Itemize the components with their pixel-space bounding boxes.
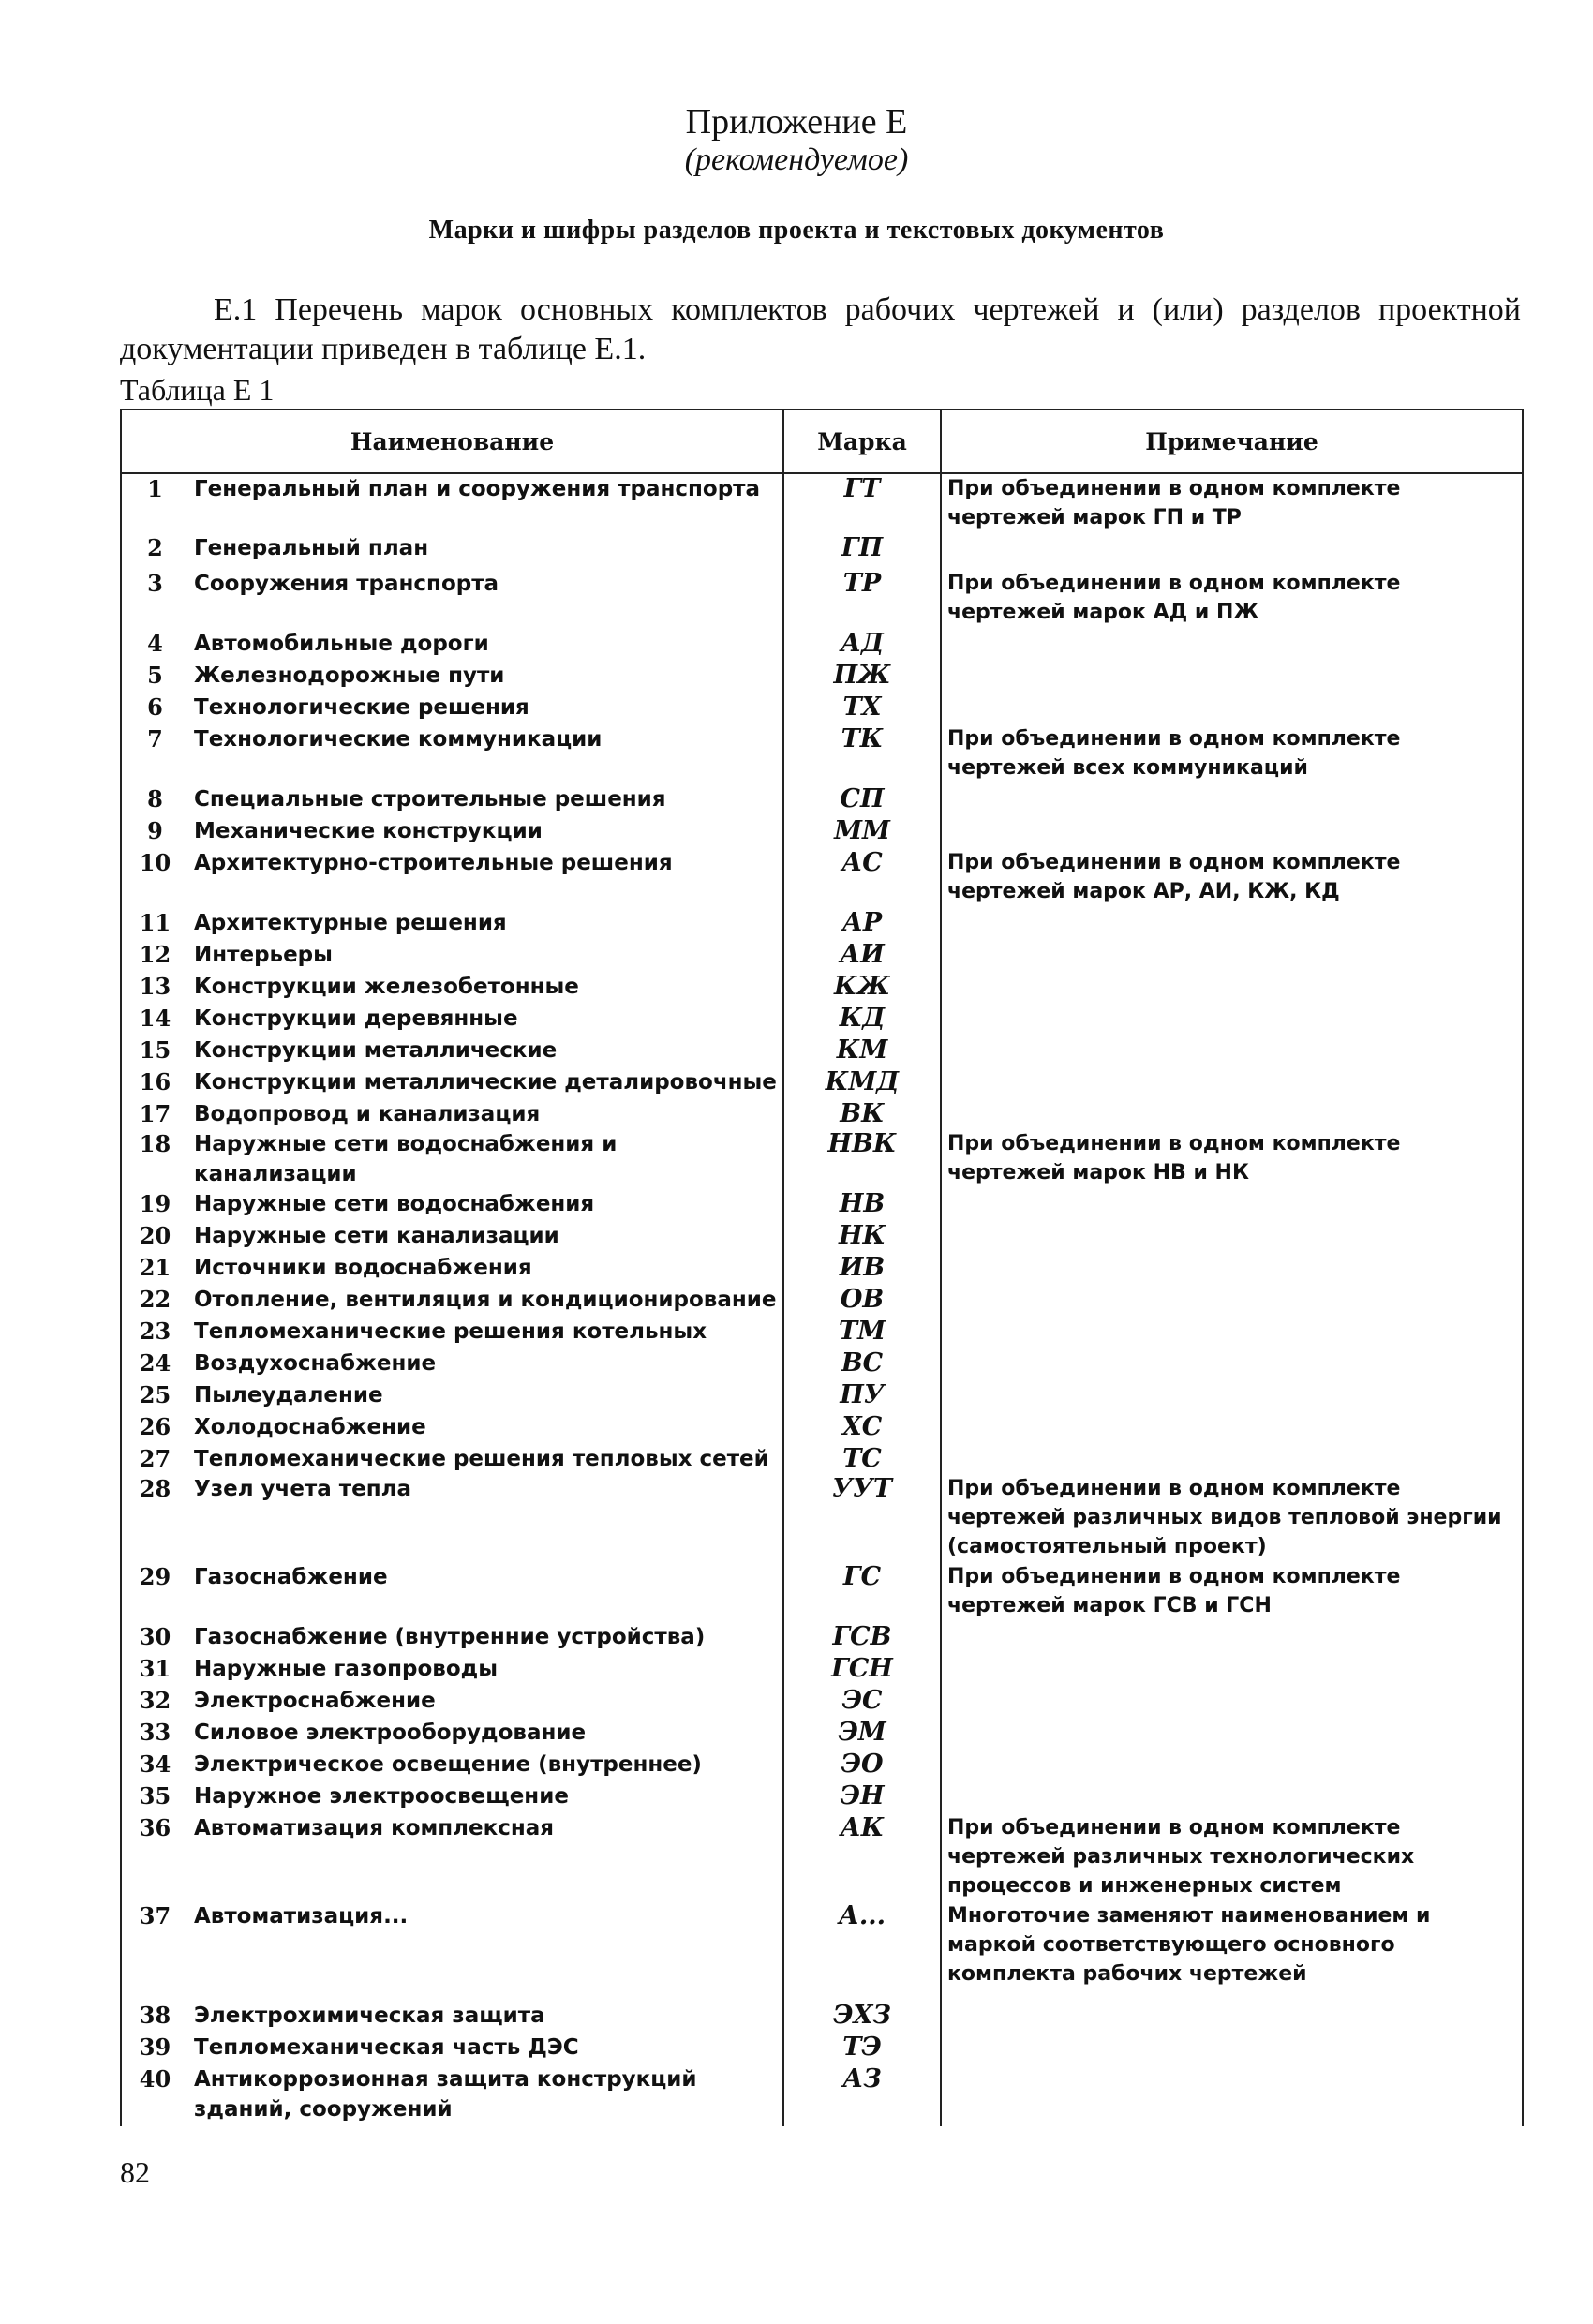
row-number: 17 [121,1099,188,1129]
row-number: 21 [121,1253,188,1285]
row-name: Технологические коммуникации [188,724,783,784]
table-row [121,473,1523,533]
row-note [941,784,1523,816]
row-mark: ХС [783,1412,941,1444]
row-note [941,1654,1523,1686]
table-row [121,1781,1523,1813]
row-note [941,1221,1523,1253]
row-number: 24 [121,1348,188,1380]
row-name: Генеральный план и сооружения транспорта [188,473,783,533]
row-note: При объединении в одном комплекте чертежей различных видов тепловой энергии (самостоятельный проект) [941,1474,1523,1562]
table-row [121,1348,1523,1380]
section-title: Марки и шифры разделов проекта и текстовых документов [428,216,1165,245]
row-mark: ГС [783,1562,941,1622]
row-note [941,972,1523,1004]
row-mark: АК [783,1813,941,1901]
row-mark: КМД [783,1067,941,1099]
row-note [941,1750,1523,1781]
row-number: 16 [121,1067,188,1099]
row-name: Наружные сети канализации [188,1221,783,1253]
row-mark: НВК [783,1129,941,1189]
row-name: Механические конструкции [188,816,783,848]
table-row [121,908,1523,940]
row-mark: ЭО [783,1750,941,1781]
row-number: 14 [121,1004,188,1035]
table-row [121,2033,1523,2064]
row-note [941,1781,1523,1813]
row-note [941,1686,1523,1718]
row-number: 4 [121,629,188,661]
row-mark: КЖ [783,972,941,1004]
row-note: При объединении в одном комплекте чертежей различных технологических процессов и инженерных систем [941,1813,1523,1901]
row-note [941,1285,1523,1317]
row-mark: ТР [783,569,941,629]
row-number: 37 [121,1901,188,2001]
intro-paragraph: Е.1 Перечень марок основных комплектов рабочих чертежей и (или) разделов проектной документации приведен в таблице Е.1. [120,292,1521,366]
table-row [121,1253,1523,1285]
row-note [941,1622,1523,1654]
table-row [121,533,1523,569]
row-name: Автомобильные дороги [188,629,783,661]
row-note: При объединении в одном комплекте чертежей всех коммуникаций [941,724,1523,784]
row-number: 18 [121,1129,188,1189]
table-row [121,629,1523,661]
row-mark: ВК [783,1099,941,1129]
row-mark: ТК [783,724,941,784]
table-row [121,2064,1523,2126]
row-note [941,1189,1523,1221]
row-name: Наружные сети водоснабжения [188,1189,783,1221]
row-name: Узел учета тепла [188,1474,783,1562]
row-mark: АС [783,848,941,908]
row-number: 34 [121,1750,188,1781]
table-row [121,1035,1523,1067]
table-row [121,1412,1523,1444]
row-mark: ГСВ [783,1622,941,1654]
row-note [941,2033,1523,2064]
table-header-row [121,410,1523,473]
appendix-subtitle: (рекомендуемое) [684,142,909,177]
row-number: 7 [121,724,188,784]
row-name: Холодоснабжение [188,1412,783,1444]
table-row [121,1444,1523,1474]
table-row [121,848,1523,908]
table-row [121,1317,1523,1348]
row-note [941,1348,1523,1380]
row-name: Электроснабжение [188,1686,783,1718]
row-number: 36 [121,1813,188,1901]
header-mark: Марка [783,410,941,473]
row-note [941,2001,1523,2033]
table-row [121,972,1523,1004]
row-note [941,1718,1523,1750]
row-number: 13 [121,972,188,1004]
row-name: Конструкции железобетонные [188,972,783,1004]
row-number: 20 [121,1221,188,1253]
row-note: При объединении в одном комплекте чертежей марок ГСВ и ГСН [941,1562,1523,1622]
row-note [941,1317,1523,1348]
row-mark: ГТ [783,473,941,533]
page-number: 82 [120,2155,150,2189]
row-mark: ОВ [783,1285,941,1317]
row-mark: АР [783,908,941,940]
table-row [121,1221,1523,1253]
table-caption: Таблица Е 1 [120,373,275,407]
row-mark: ММ [783,816,941,848]
row-name: Воздухоснабжение [188,1348,783,1380]
row-number: 31 [121,1654,188,1686]
row-number: 8 [121,784,188,816]
table-row [121,1750,1523,1781]
row-mark: ЭМ [783,1718,941,1750]
row-note: При объединении в одном комплекте чертежей марок НВ и НК [941,1129,1523,1189]
row-note [941,1444,1523,1474]
row-number: 19 [121,1189,188,1221]
table-row [121,1189,1523,1221]
row-note [941,661,1523,693]
row-name: Генеральный план [188,533,783,569]
row-name: Наружные газопроводы [188,1654,783,1686]
table-row [121,2001,1523,2033]
row-number: 38 [121,2001,188,2033]
table-row [121,1622,1523,1654]
row-number: 32 [121,1686,188,1718]
row-name: Архитектурно-строительные решения [188,848,783,908]
row-number: 33 [121,1718,188,1750]
row-mark: КМ [783,1035,941,1067]
row-number: 30 [121,1622,188,1654]
row-note [941,1004,1523,1035]
row-mark: ПЖ [783,661,941,693]
row-name: Газоснабжение (внутренние устройства) [188,1622,783,1654]
row-note [941,940,1523,972]
table-row [121,1718,1523,1750]
row-mark: ТЭ [783,2033,941,2064]
marks-table [120,409,1524,2126]
row-name: Конструкции металлические деталировочные [188,1067,783,1099]
table-row [121,784,1523,816]
row-mark: ТС [783,1444,941,1474]
row-name: Сооружения транспорта [188,569,783,629]
row-name: Источники водоснабжения [188,1253,783,1285]
row-name: Электрохимическая защита [188,2001,783,2033]
row-number: 28 [121,1474,188,1562]
row-number: 23 [121,1317,188,1348]
row-note [941,1099,1523,1129]
row-note: Многоточие заменяют наименованием и маркой соответствующего основного комплекта рабочих чертежей [941,1901,1523,2001]
row-note: При объединении в одном комплекте чертежей марок АД и ПЖ [941,569,1523,629]
table-row [121,1901,1523,2001]
row-name: Электрическое освещение (внутреннее) [188,1750,783,1781]
table-row [121,1067,1523,1099]
row-number: 26 [121,1412,188,1444]
row-note [941,2064,1523,2126]
header-note: Примечание [941,410,1523,473]
row-mark: НВ [783,1189,941,1221]
row-number: 6 [121,693,188,724]
row-mark: ВС [783,1348,941,1380]
row-name: Антикоррозионная защита конструкций зданий, сооружений [188,2064,783,2126]
table-row [121,940,1523,972]
table-row [121,693,1523,724]
row-mark: УУТ [783,1474,941,1562]
table-body [121,473,1523,2126]
row-name: Специальные строительные решения [188,784,783,816]
table-row [121,1004,1523,1035]
row-name: Автоматизация... [188,1901,783,2001]
row-mark: ТМ [783,1317,941,1348]
row-mark: А... [783,1901,941,2001]
row-mark: КД [783,1004,941,1035]
appendix-title: Приложение Е [685,102,908,142]
row-name: Тепломеханические решения тепловых сетей [188,1444,783,1474]
table-row [121,1474,1523,1562]
row-name: Конструкции деревянные [188,1004,783,1035]
row-number: 29 [121,1562,188,1622]
table-row [121,724,1523,784]
row-number: 5 [121,661,188,693]
row-number: 35 [121,1781,188,1813]
row-name: Автоматизация комплексная [188,1813,783,1901]
row-mark: ГСН [783,1654,941,1686]
row-name: Газоснабжение [188,1562,783,1622]
row-mark: АИ [783,940,941,972]
row-note [941,908,1523,940]
row-mark: ПУ [783,1380,941,1412]
row-number: 11 [121,908,188,940]
row-name: Технологические решения [188,693,783,724]
row-number: 10 [121,848,188,908]
row-note [941,533,1523,569]
row-note [941,816,1523,848]
row-note [941,1253,1523,1285]
table-row [121,1686,1523,1718]
row-number: 27 [121,1444,188,1474]
row-number: 15 [121,1035,188,1067]
row-note [941,1380,1523,1412]
row-name: Водопровод и канализация [188,1099,783,1129]
row-note: При объединении в одном комплекте чертежей марок ГП и ТР [941,473,1523,533]
row-number: 1 [121,473,188,533]
row-number: 12 [121,940,188,972]
row-mark: АД [783,629,941,661]
table-row [121,1813,1523,1901]
row-note [941,1035,1523,1067]
table-row [121,1285,1523,1317]
row-name: Архитектурные решения [188,908,783,940]
row-mark: ИВ [783,1253,941,1285]
table-row [121,1562,1523,1622]
row-note [941,629,1523,661]
row-note [941,1067,1523,1099]
row-mark: ЭХЗ [783,2001,941,2033]
row-name: Конструкции металлические [188,1035,783,1067]
table-row [121,569,1523,629]
table-row [121,816,1523,848]
row-name: Наружные сети водоснабжения и канализации [188,1129,783,1189]
row-number: 9 [121,816,188,848]
row-mark: ТХ [783,693,941,724]
row-name: Тепломеханическая часть ДЭС [188,2033,783,2064]
row-number: 25 [121,1380,188,1412]
table-row [121,1099,1523,1129]
row-number: 2 [121,533,188,569]
row-mark: СП [783,784,941,816]
row-mark: ГП [783,533,941,569]
table-row [121,1380,1523,1412]
row-number: 22 [121,1285,188,1317]
row-mark: АЗ [783,2064,941,2126]
row-name: Тепломеханические решения котельных [188,1317,783,1348]
row-mark: НК [783,1221,941,1253]
row-note [941,693,1523,724]
row-mark: ЭН [783,1781,941,1813]
row-number: 3 [121,569,188,629]
row-note [941,1412,1523,1444]
row-name: Пылеудаление [188,1380,783,1412]
row-name: Железнодорожные пути [188,661,783,693]
row-number: 40 [121,2064,188,2126]
row-mark: ЭС [783,1686,941,1718]
header-name: Наименование [121,410,783,473]
table-row [121,1654,1523,1686]
row-note: При объединении в одном комплекте чертежей марок АР, АИ, КЖ, КД [941,848,1523,908]
row-name: Интерьеры [188,940,783,972]
row-name: Наружное электроосвещение [188,1781,783,1813]
table-row [121,661,1523,693]
table-row [121,1129,1523,1189]
row-number: 39 [121,2033,188,2064]
row-name: Отопление, вентиляция и кондиционирование [188,1285,783,1317]
row-name: Силовое электрооборудование [188,1718,783,1750]
